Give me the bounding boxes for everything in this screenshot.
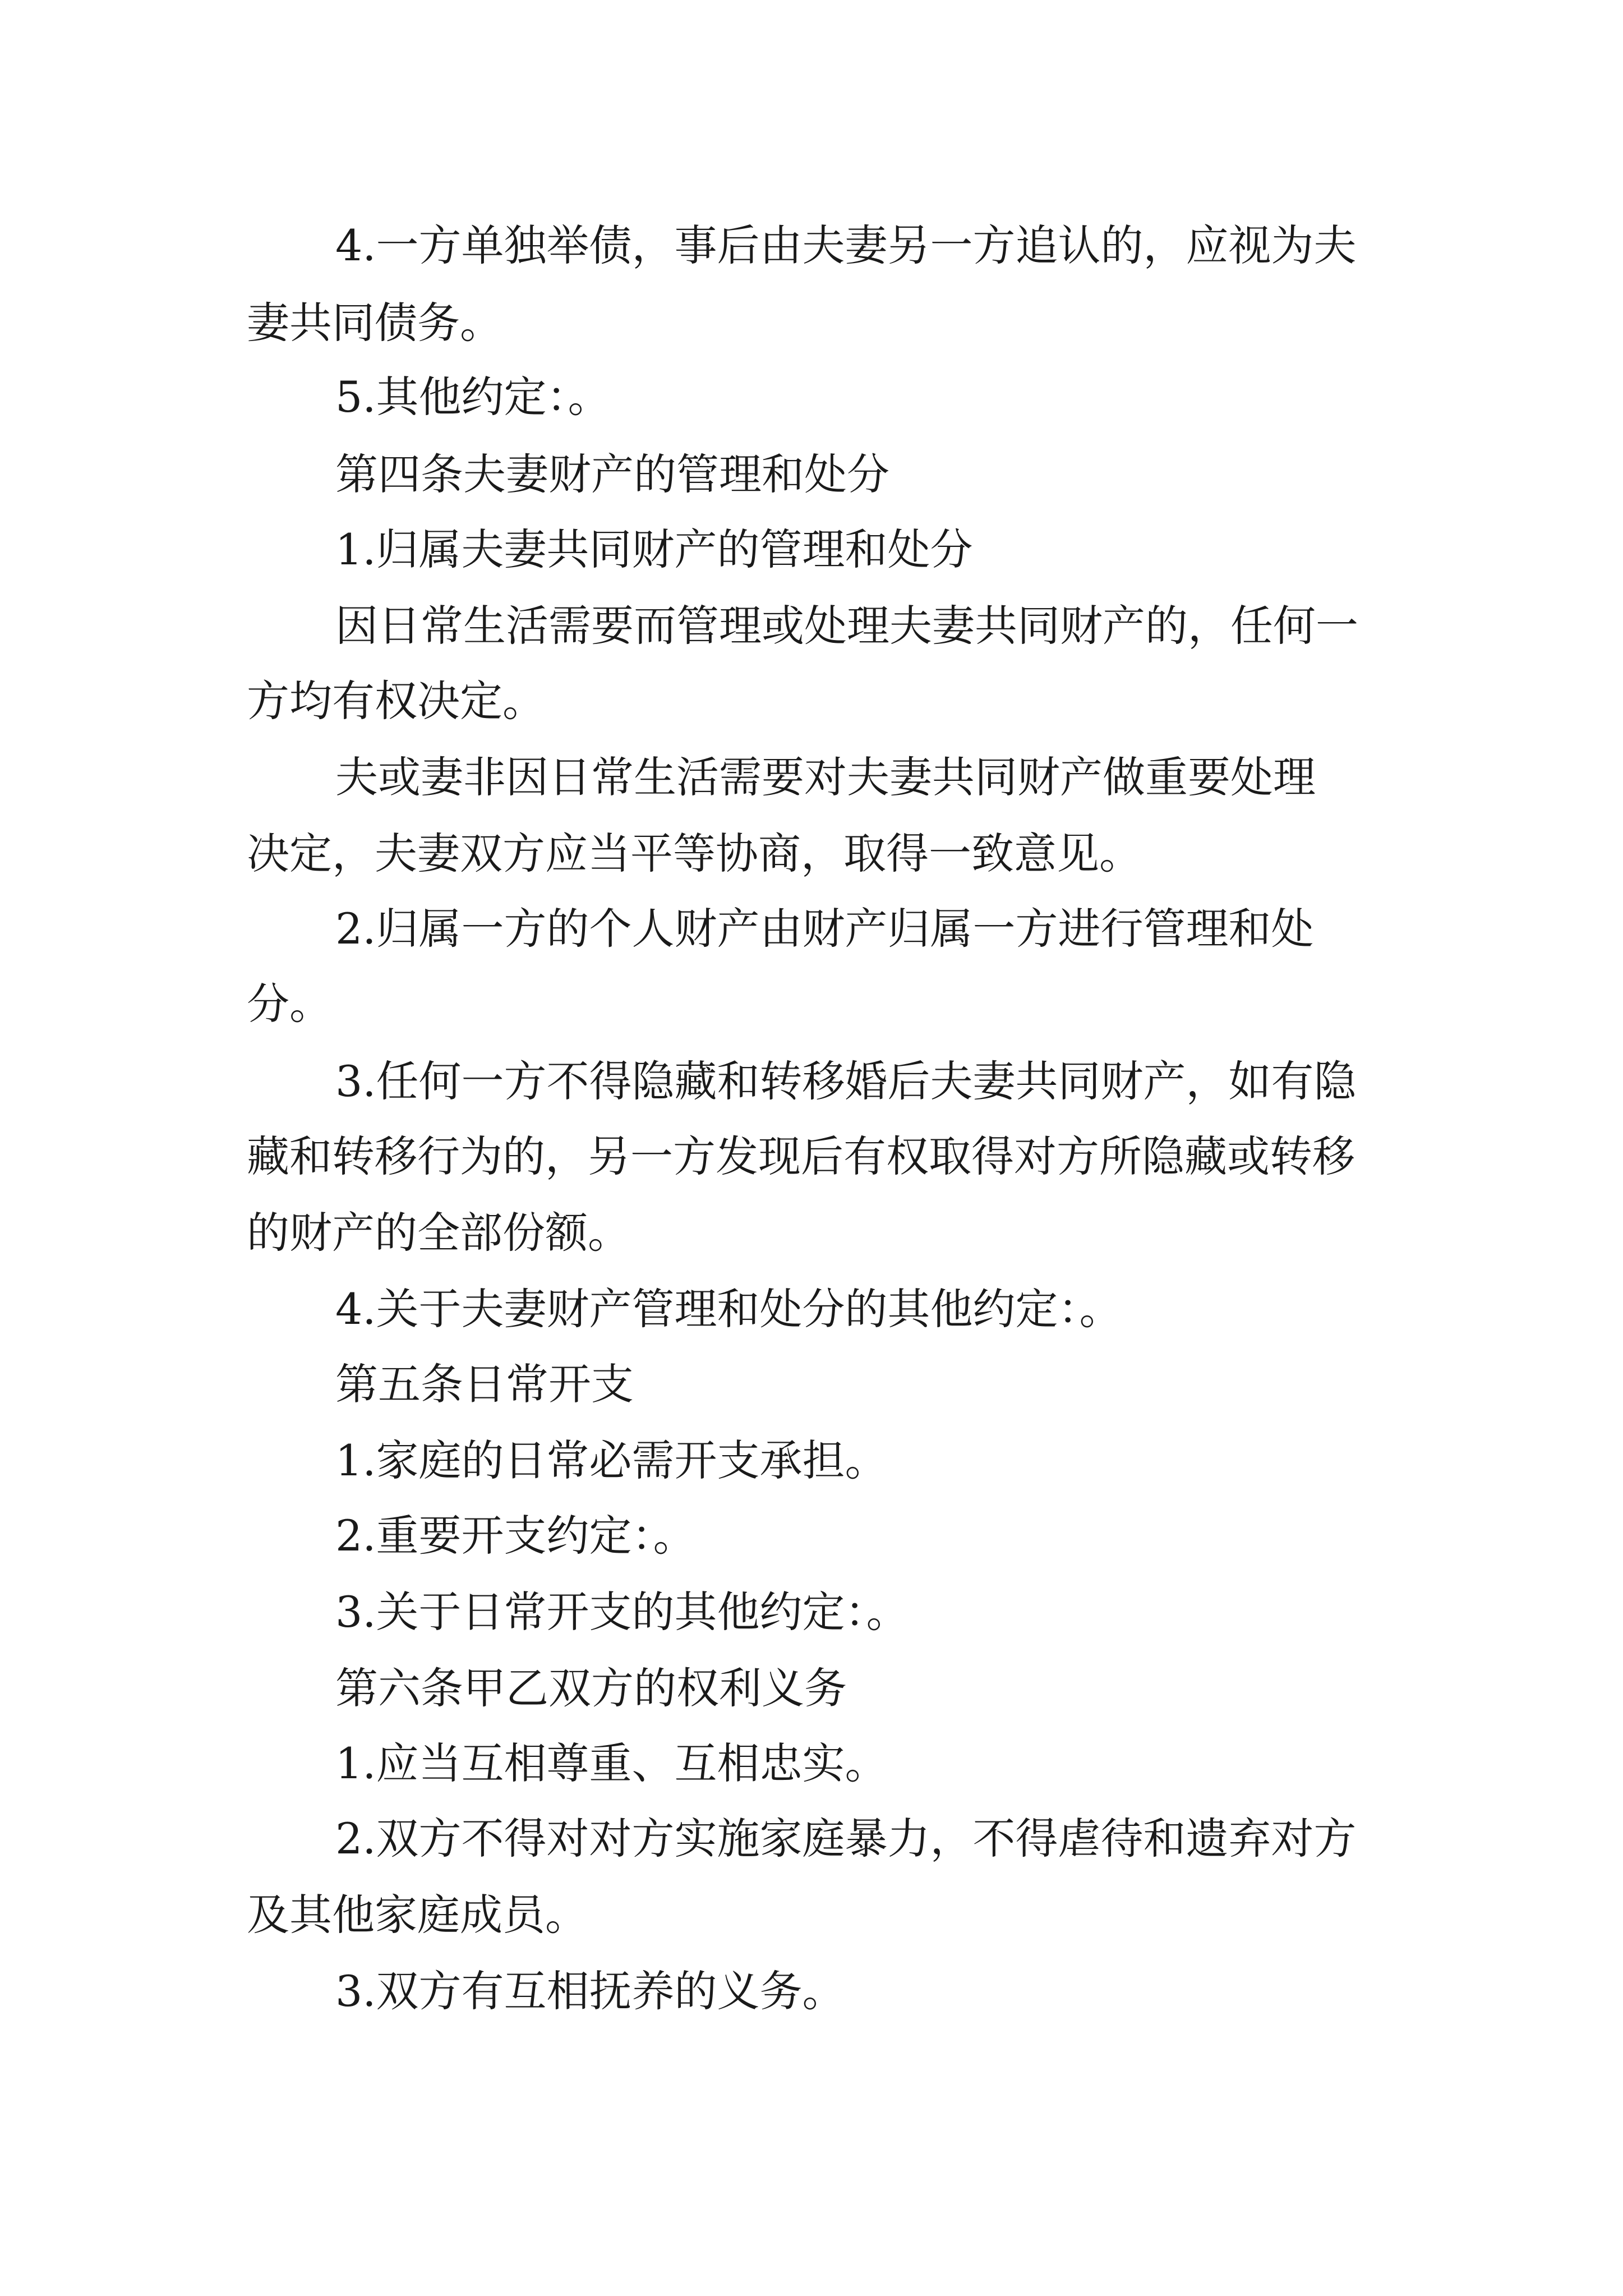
section-heading: 第四条夫妻财产的管理和处分 bbox=[335, 449, 889, 499]
text-line: 2.双方不得对对方实施家庭暴力，不得虐待和遗弃对方 bbox=[335, 1814, 1357, 1864]
text-line: 方均有权决定。 bbox=[247, 676, 545, 726]
text-line: 4.关于夫妻财产管理和处分的其他约定：。 bbox=[335, 1284, 1122, 1334]
section-heading: 第六条甲乙双方的权利义务 bbox=[335, 1663, 847, 1713]
text-line: 决定，夫妻双方应当平等协商，取得一致意见。 bbox=[247, 829, 1142, 878]
text-line: 妻共同债务。 bbox=[247, 298, 502, 348]
text-line: 5.其他约定：。 bbox=[335, 372, 611, 422]
text-line: 3.关于日常开支的其他约定：。 bbox=[335, 1587, 909, 1637]
text-line: 4.一方单独举债，事后由夫妻另一方追认的，应视为夫 bbox=[335, 220, 1357, 270]
text-line: 夫或妻非因日常生活需要对夫妻共同财产做重要处理 bbox=[335, 752, 1316, 802]
text-line: 藏和转移行为的，另一方发现后有权取得对方所隐藏或转移 bbox=[247, 1131, 1355, 1181]
text-line: 及其他家庭成员。 bbox=[247, 1890, 588, 1940]
text-line: 因日常生活需要而管理或处理夫妻共同财产的，任何一 bbox=[335, 601, 1358, 651]
text-line: 2.归属一方的个人财产由财产归属一方进行管理和处 bbox=[335, 904, 1314, 954]
text-line: 1.家庭的日常必需开支承担。 bbox=[335, 1435, 888, 1485]
text-line: 1.应当互相尊重、互相忠实。 bbox=[335, 1738, 888, 1788]
text-line: 1.归属夫妻共同财产的管理和处分 bbox=[335, 524, 973, 574]
text-line: 3.任何一方不得隐藏和转移婚后夫妻共同财产，如有隐 bbox=[335, 1056, 1357, 1106]
text-line: 的财产的全部份额。 bbox=[247, 1208, 630, 1258]
text-line: 2.重要开支约定：。 bbox=[335, 1511, 696, 1561]
section-heading: 第五条日常开支 bbox=[335, 1359, 634, 1409]
text-line: 分。 bbox=[247, 979, 332, 1029]
text-line: 3.双方有互相抚养的义务。 bbox=[335, 1966, 845, 2016]
